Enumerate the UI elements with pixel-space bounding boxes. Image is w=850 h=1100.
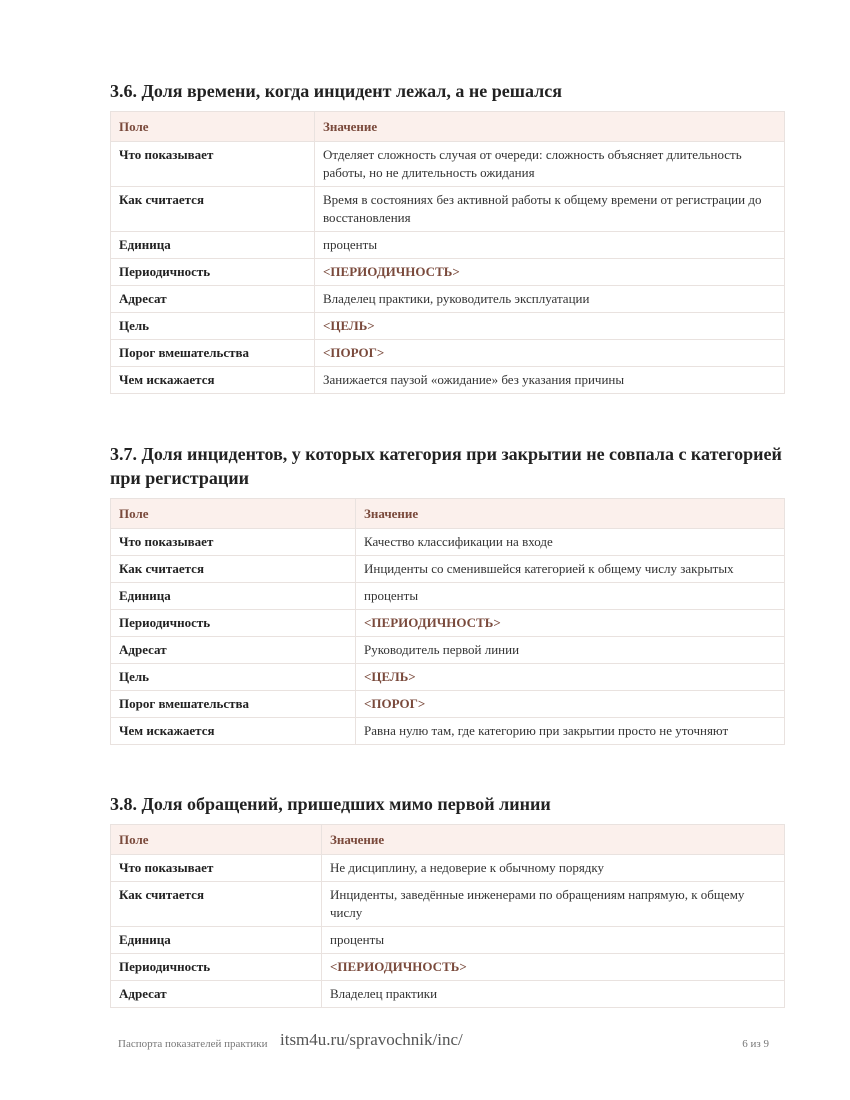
row-value: Качество классификации на входе <box>356 529 785 556</box>
row-value: Владелец практики <box>322 981 785 1008</box>
table-row <box>111 259 785 286</box>
row-field: Как считается <box>111 556 356 583</box>
row-field: Что показывает <box>111 142 315 187</box>
placeholder-value: <ЦЕЛЬ> <box>315 313 785 340</box>
header-value: Значение <box>356 499 785 529</box>
table-row <box>111 882 785 927</box>
header-value: Значение <box>315 112 785 142</box>
table-row <box>111 286 785 313</box>
row-field: Чем искажается <box>111 367 315 394</box>
table-row <box>111 691 785 718</box>
placeholder-value: <ПЕРИОДИЧНОСТЬ> <box>322 954 785 981</box>
placeholder-value: <ПОРОГ> <box>315 340 785 367</box>
table-row <box>111 927 785 954</box>
row-field: Единица <box>111 583 356 610</box>
row-value: Не дисциплину, а недоверие к обычному порядку <box>322 855 785 882</box>
row-field: Как считается <box>111 882 322 927</box>
section-3-8 <box>110 792 784 1008</box>
table-header-row <box>111 825 785 855</box>
table-row <box>111 187 785 232</box>
row-field: Адресат <box>111 981 322 1008</box>
row-value: Занижается паузой «ожидание» без указания причины <box>315 367 785 394</box>
table-row <box>111 637 785 664</box>
metric-table <box>110 498 785 745</box>
row-field: Адресат <box>111 637 356 664</box>
row-value: Инциденты, заведённые инженерами по обращениям напрямую, к общему числу <box>322 882 785 927</box>
row-value: проценты <box>315 232 785 259</box>
row-field: Чем искажается <box>111 718 356 745</box>
row-value: Время в состояниях без активной работы к общему времени от регистрации до восстановления <box>315 187 785 232</box>
header-value: Значение <box>322 825 785 855</box>
row-field: Порог вмешательства <box>111 691 356 718</box>
section-title: 3.6. Доля времени, когда инцидент лежал, а не решался <box>110 81 562 101</box>
footer-url-link[interactable]: itsm4u.ru/spravochnik/inc/ <box>280 1030 463 1049</box>
table-row <box>111 232 785 259</box>
section-title: 3.8. Доля обращений, пришедших мимо первой линии <box>110 794 551 814</box>
placeholder-value: <ПЕРИОДИЧНОСТЬ> <box>356 610 785 637</box>
table-row <box>111 367 785 394</box>
row-field: Цель <box>111 664 356 691</box>
table-row <box>111 981 785 1008</box>
header-field: Поле <box>111 112 315 142</box>
row-value: Инциденты со сменившейся категорией к общему числу закрытых <box>356 556 785 583</box>
row-value: проценты <box>356 583 785 610</box>
table-row <box>111 610 785 637</box>
table-header-row <box>111 499 785 529</box>
table-header-row <box>111 112 785 142</box>
footer-doc-title: Паспорта показателей практики <box>118 1038 268 1050</box>
row-field: Цель <box>111 313 315 340</box>
table-row <box>111 855 785 882</box>
row-field: Что показывает <box>111 855 322 882</box>
table-row <box>111 556 785 583</box>
table-row <box>111 664 785 691</box>
row-value: Равна нулю там, где категорию при закрытии просто не уточняют <box>356 718 785 745</box>
placeholder-value: <ЦЕЛЬ> <box>356 664 785 691</box>
page-number: 6 из 9 <box>742 1038 769 1050</box>
table-row <box>111 340 785 367</box>
placeholder-value: <ПЕРИОДИЧНОСТЬ> <box>315 259 785 286</box>
row-field: Периодичность <box>111 610 356 637</box>
section-3-7 <box>110 442 784 745</box>
metric-table <box>110 111 785 394</box>
table-row <box>111 529 785 556</box>
table-row <box>111 313 785 340</box>
row-field: Единица <box>111 927 322 954</box>
row-field: Что показывает <box>111 529 356 556</box>
table-row <box>111 718 785 745</box>
row-field: Порог вмешательства <box>111 340 315 367</box>
page-footer <box>118 1030 769 1053</box>
section-title: 3.7. Доля инцидентов, у которых категория при закрытии не совпала с категорией при регистрации <box>110 444 782 488</box>
header-field: Поле <box>111 825 322 855</box>
row-field: Как считается <box>111 187 315 232</box>
row-value: Руководитель первой линии <box>356 637 785 664</box>
row-field: Адресат <box>111 286 315 313</box>
metric-table <box>110 824 785 1008</box>
row-field: Единица <box>111 232 315 259</box>
table-row <box>111 954 785 981</box>
table-row <box>111 142 785 187</box>
table-row <box>111 583 785 610</box>
placeholder-value: <ПОРОГ> <box>356 691 785 718</box>
row-value: проценты <box>322 927 785 954</box>
header-field: Поле <box>111 499 356 529</box>
section-3-6 <box>110 79 784 394</box>
row-value: Отделяет сложность случая от очереди: сложность объясняет длительность работы, но не длительность ожидания <box>315 142 785 187</box>
row-value: Владелец практики, руководитель эксплуатации <box>315 286 785 313</box>
row-field: Периодичность <box>111 954 322 981</box>
row-field: Периодичность <box>111 259 315 286</box>
